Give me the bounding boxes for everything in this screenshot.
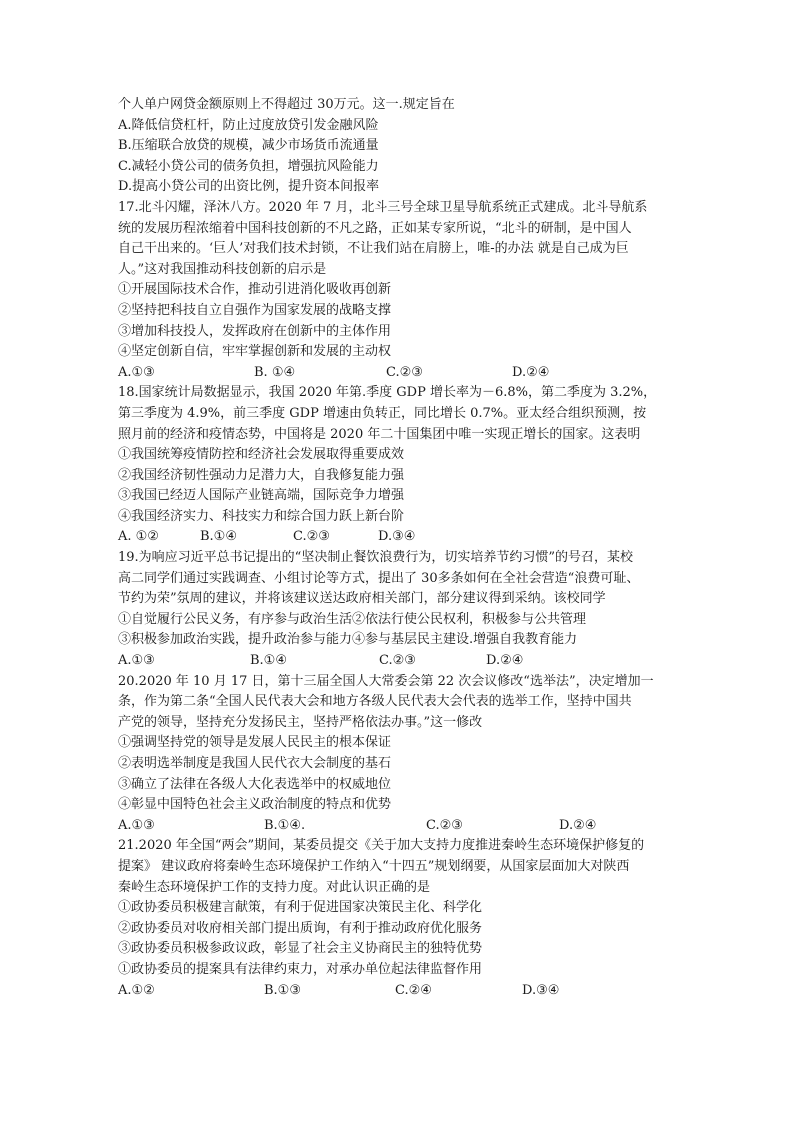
- q18-item-3: ③我国已经迈人国际产业链高端，国际竞争力增强: [118, 488, 405, 504]
- q17-item-4: ④坚定创新自信，牢牢掌握创新和发展的主动权: [118, 344, 392, 360]
- q18-item-4: ④我国经济实力、科技实力和综合国力跃上新台阶: [118, 508, 405, 524]
- q20-choices: [118, 816, 678, 837]
- q16-option-c: C.减轻小贷公司的债务负担，增强抗风险能力: [118, 158, 379, 174]
- q18-choices: [118, 527, 678, 548]
- q19-stem-line: 高二同学们通过实践调查、小组讨论等方式，提出了 30多条如何在全社会营造“浪费可耻、: [118, 570, 640, 586]
- q17-choices: [118, 363, 678, 384]
- q21-stem-line: 提案》 建议政府将秦岭生态环境保护工作纳入“十四五”规划纲要，从国家层面加大对陕西: [118, 858, 630, 874]
- q20-choice-c: C.②③: [426, 817, 463, 833]
- q18-choice-c: C.②③: [293, 529, 330, 545]
- q19-choice-b: B.①④: [250, 653, 287, 669]
- q17-choice-c: C.②③: [386, 364, 423, 380]
- q16-option-d: D.提高小贷公司的出资比例，提升资本间报率: [118, 179, 380, 195]
- q17-stem-line: 自己干出来的。‘巨人’对我们技术封锁，不让我们站在肩膀上，唯-的办法 就是自己成为巨: [118, 241, 629, 257]
- q17-choice-b: B. ①④: [254, 364, 296, 380]
- q18-stem-line: 第三季度为 4.9%，前三季度 GDP 增速由负转正，同比增长 0.7%。亚太经合组织预测，按: [118, 405, 647, 421]
- q21-choice-d: D.③④: [522, 982, 560, 998]
- q20-stem-line: 20.2020 年 10 月 17 日，第十三届全国人大常委会第 22 次会议修改“选举法”，决定增加一: [118, 673, 654, 689]
- q20-item-1: ①强调坚持党的领导是发展人民民主的根本保证: [118, 735, 392, 751]
- q19-stem-line: 19.为响应习近平总书记提出的“坚决制止餐饮浪费行为，切实培养节约习惯”的号召，某校: [118, 550, 633, 566]
- q20-stem-line: 条，作为第二条“全国人民代表大会和地方各级人民代表大会代表的选举工作，坚持中国共: [118, 694, 632, 710]
- q19-choice-d: D.②④: [486, 653, 524, 669]
- exam-page: [118, 95, 678, 1001]
- q21-choices: [118, 981, 678, 1002]
- q18-stem-line: 18.国家统计局数据显示，我国 2020 年第.季度 GDP 增长率为－6.8%，第二季度为 3.2%，: [118, 385, 657, 401]
- q16-option-a: A.降低信贷杠杆，防止过度放贷引发金融风险: [118, 117, 379, 133]
- q20-choice-d: D.②④: [559, 817, 597, 833]
- q20-choice-b: B.①④.: [264, 817, 306, 833]
- q20-item-4: ④彰显中国特色社会主义政治制度的特点和优势: [118, 797, 392, 813]
- q21-item-1: ①政协委员积极建言献策，有利于促进国家决策民主化、科学化: [118, 900, 483, 916]
- q21-choice-a: A.①②: [118, 982, 155, 998]
- q19-choice-c: C.②③: [379, 653, 416, 669]
- q20-item-3: ③确立了法律在各级人大化表选举中的权威地位: [118, 776, 392, 792]
- q20-item-2: ②表明选举制度是我国人民代衣大会制度的基石: [118, 756, 392, 771]
- q18-choice-a: A. ①②: [118, 529, 159, 545]
- q21-item-4: ①政协委员的提案具有法律约束力，对承办单位起法律监督作用: [118, 961, 483, 977]
- q21-stem-line: 秦岭生态环境保护工作的支持力度。对此认识正确的是: [118, 879, 431, 895]
- q19-choices: [118, 651, 678, 672]
- q17-item-3: ③增加科技投人，发挥政府在创新中的主体作用: [118, 323, 392, 339]
- q17-stem-line: 统的发展历程浓缩着中国科技创新的不凡之路，正如某专家所说，“北斗的研制，是中国人: [118, 220, 632, 236]
- q16-stem-tail: 个人单户网贷金额原则上不得超过 30万元。这一.规定旨在: [118, 97, 455, 112]
- q17-item-2: ②坚持把科技自立自强作为国家发展的战略支撑: [118, 302, 392, 318]
- q17-choice-a: A.①③: [118, 364, 155, 380]
- q21-choice-c: C.②④: [395, 982, 432, 998]
- q21-item-2: ②政协委员对收府相关部门提出质询，有利于推动政府优化服务: [118, 920, 483, 936]
- q19-choice-a: A.①③: [118, 653, 155, 669]
- q19-stem-line: 节约为荣”氛周的建议，并将该建议送达政府相关部门，部分建议得到采纳。该校同学: [118, 591, 606, 607]
- q18-item-1: ①我国统筹疫情防控和经济社会发展取得重要成效: [118, 447, 405, 463]
- q17-stem-line: 人。”这对我国推动科技创新的启示是: [118, 261, 327, 277]
- q17-item-1: ①开展国际技术合作，推动引进消化吸收再创新: [118, 282, 392, 298]
- q18-choice-b: B.①④: [200, 529, 237, 545]
- q21-choice-b: B.①③: [264, 982, 301, 998]
- q16-option-b: B.压缩联合放贷的规模，减少市场货币流通量: [118, 138, 379, 154]
- q18-choice-d: D.③④: [378, 529, 416, 545]
- q21-stem-line: 21.2020 年全国“两会”期间，某委员提交《关于加大支持力度推进秦岭生态环境保护修复的: [118, 838, 645, 854]
- q20-choice-a: A.①③: [118, 817, 155, 833]
- q18-item-2: ②我国经济韧性强动力足潜力大，自我修复能力强: [118, 467, 405, 483]
- q17-stem-line: 17.北斗闪耀，泽沐八方。2020 年 7 月，北斗三号全球卫星导航系统正式建成。北斗导航系: [118, 199, 648, 215]
- q20-stem-line: 产党的领导，坚持充分发扬民主，坚持严格依法办事。”这一修改: [118, 714, 483, 730]
- q19-items-1-2: ①自觉履行公民义务，有序参与政治生活②依法行使公民权利，积极参与公共管理: [118, 611, 587, 627]
- q21-item-3: ③政协委员积极参政议政，彰显了社会主义协商民主的独特优势: [118, 941, 483, 957]
- q18-stem-line: 照月前的经济和疫情态势，中国将是 2020 年二十国集团中唯一实现正增长的国家。这表明: [118, 426, 641, 442]
- q19-items-3-4: ③积极参加政治实践，提升政治参与能力④参与基层民主建设.增强自我教育能力: [118, 632, 578, 648]
- q17-choice-d: D.②④: [512, 364, 550, 380]
